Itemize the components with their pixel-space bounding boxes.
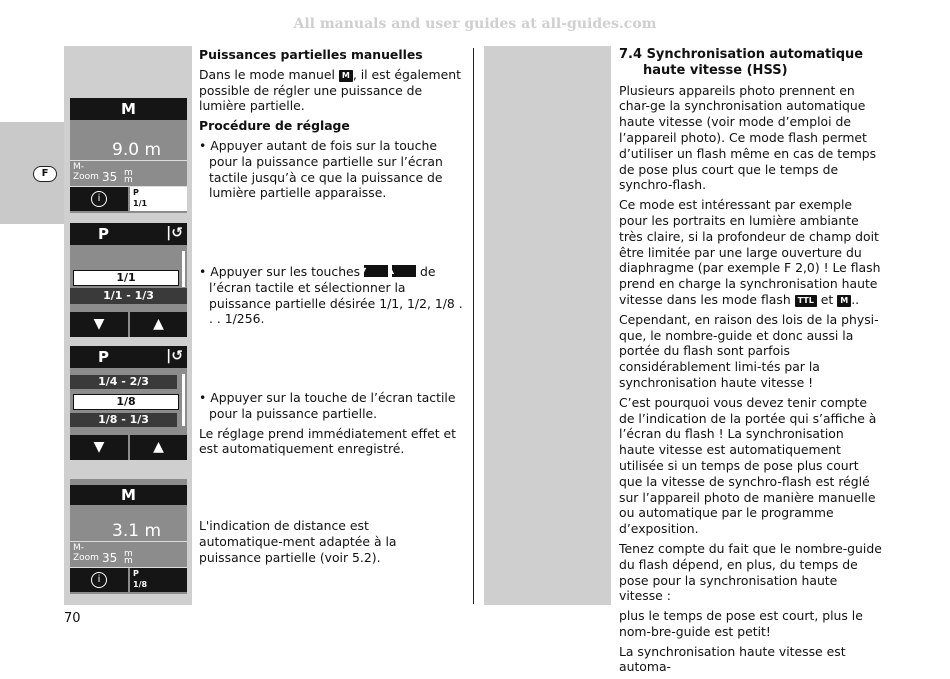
lcd-mode-bar: P [70,223,187,245]
info-icon: i [91,572,107,588]
column-2 [619,47,883,679]
column-1-bullet-3 [199,390,467,461]
return-button[interactable]: |↺ [166,225,183,241]
lcd-distance: 9.0 m [112,140,161,160]
paragraph: Ce mode est intéressant par exemple pour les portraits en lumière ambiante très claire, si la profondeur de champ doit être limitée par une large ouverture du diaphragme (par exemple F 2,0) ! Le flash prend en charge la synchronisation haute vitesse dans les mode flash TTL et M .. [619,197,881,307]
paragraph: L'indication de distance est automatique-ment adaptée à la puissance partielle (voir 5.2). [199,518,397,565]
power-range: 1/1 - 1/3 [70,288,187,304]
scrollbar[interactable] [182,251,185,287]
paragraph: C’est pourquoi vous devez tenir compte de l’indication de la portée qui s’affiche à l’écran du flash ! La synchronisation haute vitesse est automatiquement utilisée si un temps de pose plus court que la vitesse de synchro-flash est réglé sur l’appareil photo de manière manuelle ou automatique par le programme d’exposition. [619,394,877,537]
lcd-mode-bar: P [70,346,187,368]
paragraph: plus le temps de pose est court, plus le nom-bre-guide est petit! [619,608,863,639]
ttl-mode-badge: TTL [795,295,817,307]
up-key-icon: ▲ [392,265,416,277]
paragraph: Le réglage prend immédiatement effet et est automatiquement enregistré. [199,425,456,457]
lcd-display-3 [70,346,187,460]
lcd-mode-bar: M [70,485,187,505]
down-button[interactable]: ▼ [70,312,128,337]
power-button[interactable]: P 1/8 [130,568,187,592]
lcd-zoom-unit: mm [124,549,133,566]
language-badge: F [33,166,57,182]
info-button[interactable] [70,187,128,211]
section-heading: 7.4 Synchronisation automatique haute vitesse (HSS) [619,47,864,78]
lcd-zoom-label: M- Zoom [73,543,99,563]
lcd-display-2 [70,223,187,337]
power-button[interactable]: P 1/1 [130,187,187,211]
column-divider [473,48,474,604]
paragraph: La synchronisation haute vitesse est automa- [619,643,846,675]
lcd-zoom-value: 35 [102,551,118,565]
column-1-top [199,47,467,205]
range-top: 1/4 - 2/3 [70,375,177,389]
watermark: All manuals and user guides at all-guides.com [293,16,657,32]
lcd-display-1 [70,98,187,213]
up-button[interactable]: ▲ [130,312,187,337]
paragraph: Tenez compte du fait que le nombre-guide du flash dépend, en plus, du temps de pose pour la synchronisation haute vitesse : [619,540,882,604]
lcd-display-4 [70,479,187,594]
return-button[interactable]: |↺ [166,348,183,364]
bullet-item: • Appuyer autant de fois sur la touche pour la puissance partielle sur l’écran tactile jusqu’à ce que la puissance de lumière partielle apparaisse. [199,137,443,201]
column-1-bullet-2 [199,264,467,331]
paragraph: Plusieurs appareils photo prennent en char-ge la synchronisation automatique haute vitesse (voir mode d’emploi de l’appareil photo). Ce mode flash permet d’utiliser un flash même en cas de temps de pose plus court que le temps de synchro-flash. [619,82,877,193]
manual-mode-badge: M [837,295,851,307]
section-heading: Puissances partielles manuelles [199,47,423,62]
paragraph: Cependant, en raison des lois de la physi-que, le nombre-guide et donc aussi la portée du flash sont parfois considérablement limi-tés par la synchronisation haute vitesse ! [619,311,879,390]
power-selected[interactable]: 1/1 [73,270,179,286]
lcd-zoom-value: 35 [102,170,118,184]
down-button[interactable]: ▼ [70,435,128,460]
lcd-zoom-label: M- Zoom [73,162,99,182]
info-button[interactable] [70,568,128,592]
lcd-distance: 3.1 m [112,521,161,541]
margin-column [484,46,611,605]
down-key-icon: ▼ [364,265,388,277]
scrollbar[interactable] [182,374,185,426]
range-bottom: 1/8 - 1/3 [70,413,177,427]
info-icon: i [91,191,107,207]
bullet-item: • Appuyer sur la touche de l’écran tactile pour la puissance partielle. [199,390,456,421]
lcd-mode-bar: M [70,98,187,120]
column-1-bottom [199,518,449,569]
paragraph: Dans le mode manuel M , il est également possible de régler une puissance de lumière partielle. [199,66,461,114]
bullet-item: • Appuyer sur les touches ▼ ▲ de l’écran tactile et sélectionner la puissance partielle désirée 1/1, 1/2, 1/8 . . . 1/256. [199,264,463,327]
page-number: 70 [64,611,81,626]
up-button[interactable]: ▲ [130,435,187,460]
lcd-divider [70,541,187,542]
lcd-divider [70,160,187,161]
manual-mode-badge: M [339,70,353,82]
section-heading: Procédure de réglage [199,118,350,134]
power-selected[interactable]: 1/8 [73,394,179,410]
lcd-zoom-unit: mm [124,168,133,185]
